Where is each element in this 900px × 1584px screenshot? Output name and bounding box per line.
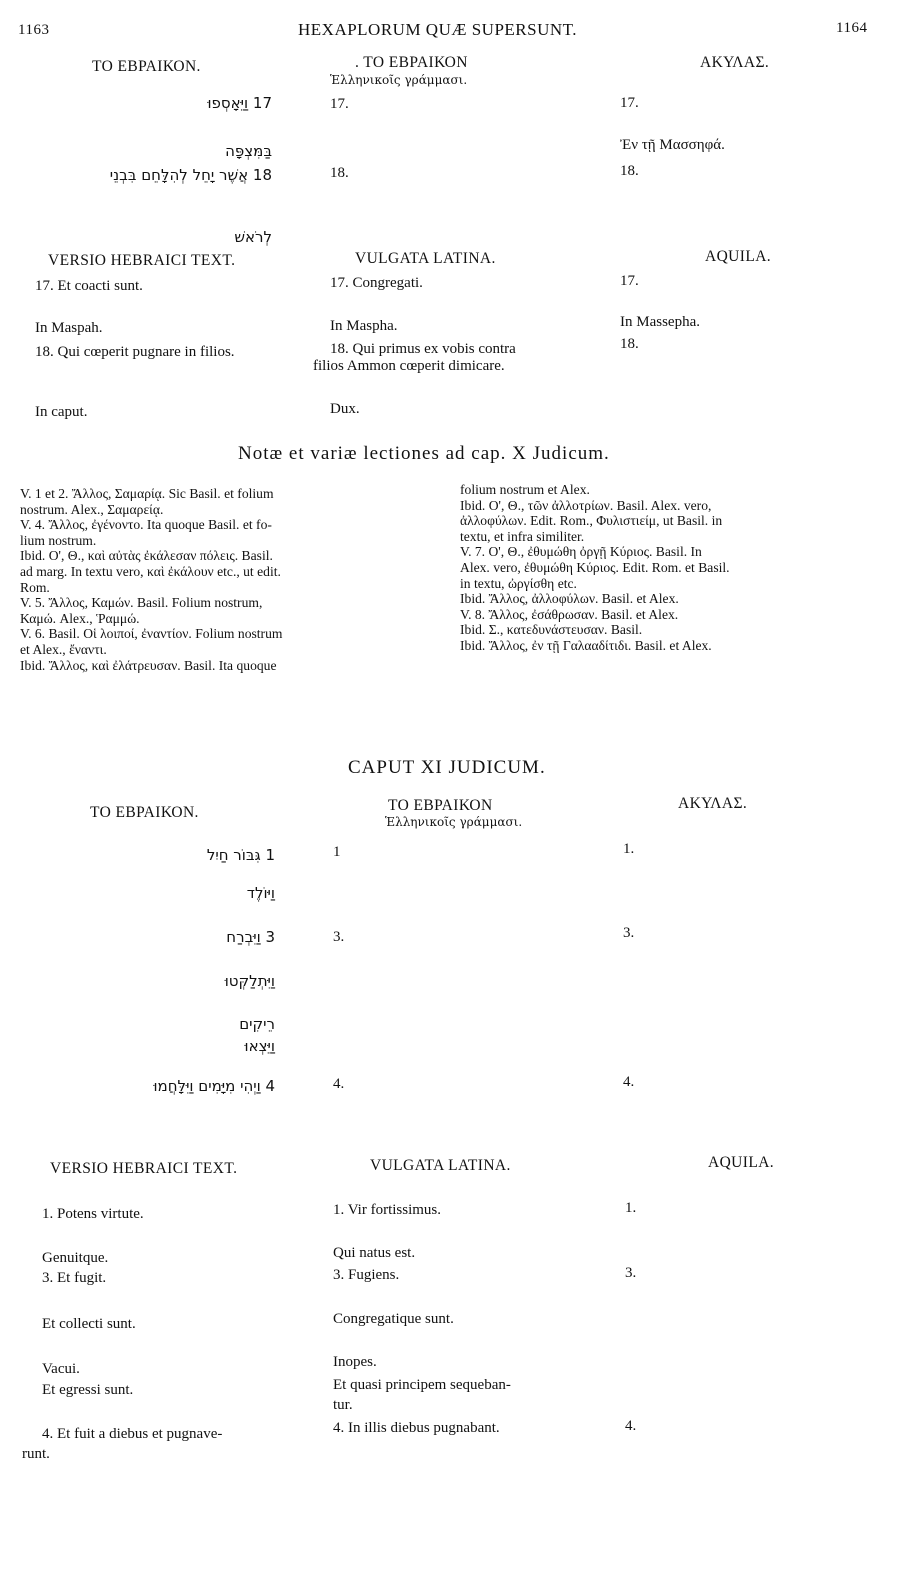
verse-number: 17.	[330, 96, 349, 112]
versio-line: 3. Et fugit.	[42, 1270, 107, 1286]
vulgata-line: Inopes.	[333, 1354, 377, 1370]
vulgata-line: 3. Fugiens.	[333, 1267, 400, 1283]
note-line: nostrum. Alex., Σαμαρείᾳ.	[20, 501, 164, 517]
col-subhead-greek-letters: Ἑλληνικοῖς γράμμασι.	[385, 815, 523, 829]
verse-number: 1	[333, 844, 341, 860]
verse-number: 3.	[333, 929, 345, 945]
vulgata-line: In Maspha.	[330, 318, 398, 334]
hebrew-line: 17 וַיֵּאָסְפוּ	[207, 94, 272, 112]
vulgata-line: Congregatique sunt.	[333, 1311, 454, 1327]
versio-line: 17. Et coacti sunt.	[35, 278, 143, 294]
note-line: Ibid. Ἄλλος, ἀλλοφύλων. Basil. et Alex.	[460, 591, 679, 607]
verse-number: 4.	[625, 1418, 637, 1434]
col-subhead-greek-letters: Ἑλληνικοῖς γράμμασι.	[330, 73, 468, 87]
hebrew-line: רֵיקִים	[239, 1015, 275, 1033]
hebrew-line: 1 גִּבּוֹר חַיִל	[206, 846, 275, 864]
right-page-number: 1164	[836, 20, 868, 36]
note-line: Ibid. Σ., κατεδυνάστευσαν. Basil.	[460, 622, 643, 638]
hebrew-line: 18 אֲשֶׁר יָחֵל לְהִלָּחֵם בִּבְנֵי	[109, 166, 272, 184]
versio-line: Genuitque.	[42, 1250, 109, 1266]
note-line: Καμώ. Alex., Ῥαμμώ.	[20, 610, 140, 626]
col-head-aquila: AQUILA.	[708, 1154, 775, 1171]
chapter-title: CAPUT XI JUDICUM.	[348, 757, 546, 778]
running-title: HEXAPLORUM QUÆ SUPERSUNT.	[298, 20, 578, 39]
vulgata-line: tur.	[333, 1397, 353, 1413]
versio-line: In caput.	[35, 404, 88, 420]
note-line: folium nostrum et Alex.	[460, 482, 590, 497]
notes-left-column	[20, 486, 440, 673]
col-head-aquila-greek: ΑΚΥΛΑΣ.	[678, 795, 748, 812]
versio-line: 1. Potens virtute.	[42, 1206, 144, 1222]
hebrew-line: 3 וַיִּבְרַח	[226, 928, 275, 946]
left-page-number: 1163	[18, 22, 50, 38]
vulgata-line: Et quasi principem sequeban-	[333, 1377, 511, 1393]
note-line: lium nostrum.	[20, 532, 97, 548]
note-line: Alex. vero, ἐθυμώθη Κύριος. Edit. Rom. et Basil.	[460, 559, 730, 575]
note-line: V. 8. Ἄλλος, ἐσάθρωσαν. Basil. et Alex.	[460, 606, 679, 622]
verse-number: 18.	[620, 336, 639, 352]
note-line: V. 7. Ο', Θ., ἐθυμώθη ὀργῇ Κύριος. Basil. In	[460, 544, 702, 560]
vulgata-line: Qui natus est.	[333, 1245, 416, 1261]
note-line: et Alex., ἔναντι.	[20, 641, 107, 657]
note-line: ἀλλοφύλων. Edit. Rom., Φυλιστιείμ, ut Basil. in	[460, 513, 723, 529]
verse-number: 17.	[620, 95, 639, 111]
col-head-aquila: AQUILA.	[705, 248, 772, 265]
notes-title: Notæ et variæ lectiones ad cap. X Judicum.	[238, 443, 610, 464]
note-line: V. 4. Ἄλλος, ἐγένοντο. Ita quoque Basil. et fo-	[20, 517, 272, 533]
hebrew-line: 4 וַיְהִי מִיָּמִים וַיִּלָּחֲמוּ	[153, 1077, 275, 1095]
hebrew-line: וַיִּתְלַקְּטוּ	[224, 972, 275, 990]
versio-line: 4. Et fuit a diebus et pugnave-	[42, 1426, 223, 1442]
note-line: textu, et infra similiter.	[460, 528, 585, 544]
hebrew-line: וַיּוֹלֶד	[246, 884, 275, 902]
vulgata-line: 1. Vir fortissimus.	[333, 1202, 441, 1218]
versio-line: In Maspah.	[35, 320, 103, 336]
col-head-hebrew: ΤΟ ΕΒΡΑΙΚΟΝ.	[90, 804, 199, 821]
hebrew-line: בַּמִּצְפָּה	[225, 142, 272, 160]
verse-number: 3.	[623, 925, 635, 941]
note-line: Rom.	[20, 579, 50, 595]
col-head-hebrew-greek: . ΤΟ ΕΒΡΑΙΚΟΝ	[355, 54, 468, 71]
verse-number: 18.	[330, 165, 349, 181]
verse-number: 4.	[333, 1076, 345, 1092]
note-line: Ibid. Ο', Θ., τῶν ἀλλοτρίων. Basil. Alex. vero,	[460, 497, 712, 513]
versio-line: Vacui.	[42, 1361, 80, 1377]
col-head-hebrew-greek: ΤΟ ΕΒΡΑΙΚΟΝ	[388, 797, 493, 814]
hebrew-line: וַיֵּצְאוּ	[244, 1037, 275, 1055]
col-head-versio: VERSIO HEBRAICI TEXT.	[48, 252, 236, 269]
versio-line: Et egressi sunt.	[42, 1382, 134, 1398]
note-line: in textu, ὠργίσθη etc.	[460, 575, 577, 591]
aquila-greek-line: Ἐν τῇ Μασσηφά.	[620, 137, 725, 153]
versio-line: runt.	[22, 1446, 50, 1462]
col-head-versio: VERSIO HEBRAICI TEXT.	[50, 1160, 238, 1177]
vulgata-line: 17. Congregati.	[330, 275, 423, 291]
note-line: Ibid. Ο', Θ., καὶ αὐτὰς ἐκάλεσαν πόλεις. Basil.	[20, 548, 273, 564]
verse-number: 18.	[620, 163, 639, 179]
note-line: V. 6. Basil. Οἱ λοιποί, ἐναντίον. Folium nostrum	[20, 626, 283, 642]
vulgata-line: Dux.	[330, 401, 360, 417]
col-head-vulgata: VULGATA LATINA.	[370, 1157, 511, 1174]
verse-number: 1.	[625, 1200, 637, 1216]
col-head-hebrew: ΤΟ ΕΒΡΑΙΚΟΝ.	[92, 58, 201, 75]
note-line: V. 1 et 2. Ἄλλος, Σαμαρίᾳ. Sic Basil. et folium	[20, 486, 274, 501]
col-head-vulgata: VULGATA LATINA.	[355, 250, 496, 267]
verse-number: 17.	[620, 273, 639, 289]
verse-number: 4.	[623, 1074, 635, 1090]
note-line: Ibid. Ἄλλος, ἐν τῇ Γαλααδίτιδι. Basil. et Alex.	[460, 637, 712, 653]
verse-number: 3.	[625, 1265, 637, 1281]
col-head-aquila-greek: ΑΚΥΛΑΣ.	[700, 54, 770, 71]
note-line: Ibid. Ἄλλος, καὶ ἐλάτρευσαν. Basil. Ita quoque	[20, 657, 277, 673]
versio-line: 18. Qui cœperit pugnare in filios.	[35, 344, 235, 360]
hebrew-line: לְרֹאשׁ	[234, 228, 272, 246]
vulgata-line: filios Ammon cœperit dimicare.	[313, 358, 505, 374]
versio-line: Et collecti sunt.	[42, 1316, 136, 1332]
aquila-line: In Massepha.	[620, 314, 700, 330]
vulgata-line: 18. Qui primus ex vobis contra	[330, 341, 516, 357]
vulgata-line: 4. In illis diebus pugnabant.	[333, 1420, 500, 1436]
verse-number: 1.	[623, 841, 635, 857]
note-line: V. 5. Ἄλλος, Καμών. Basil. Folium nostrum,	[20, 595, 263, 611]
notes-right-column	[460, 482, 880, 654]
note-line: ad marg. In textu vero, καὶ ἐκάλουν etc., ut edit.	[20, 563, 281, 579]
